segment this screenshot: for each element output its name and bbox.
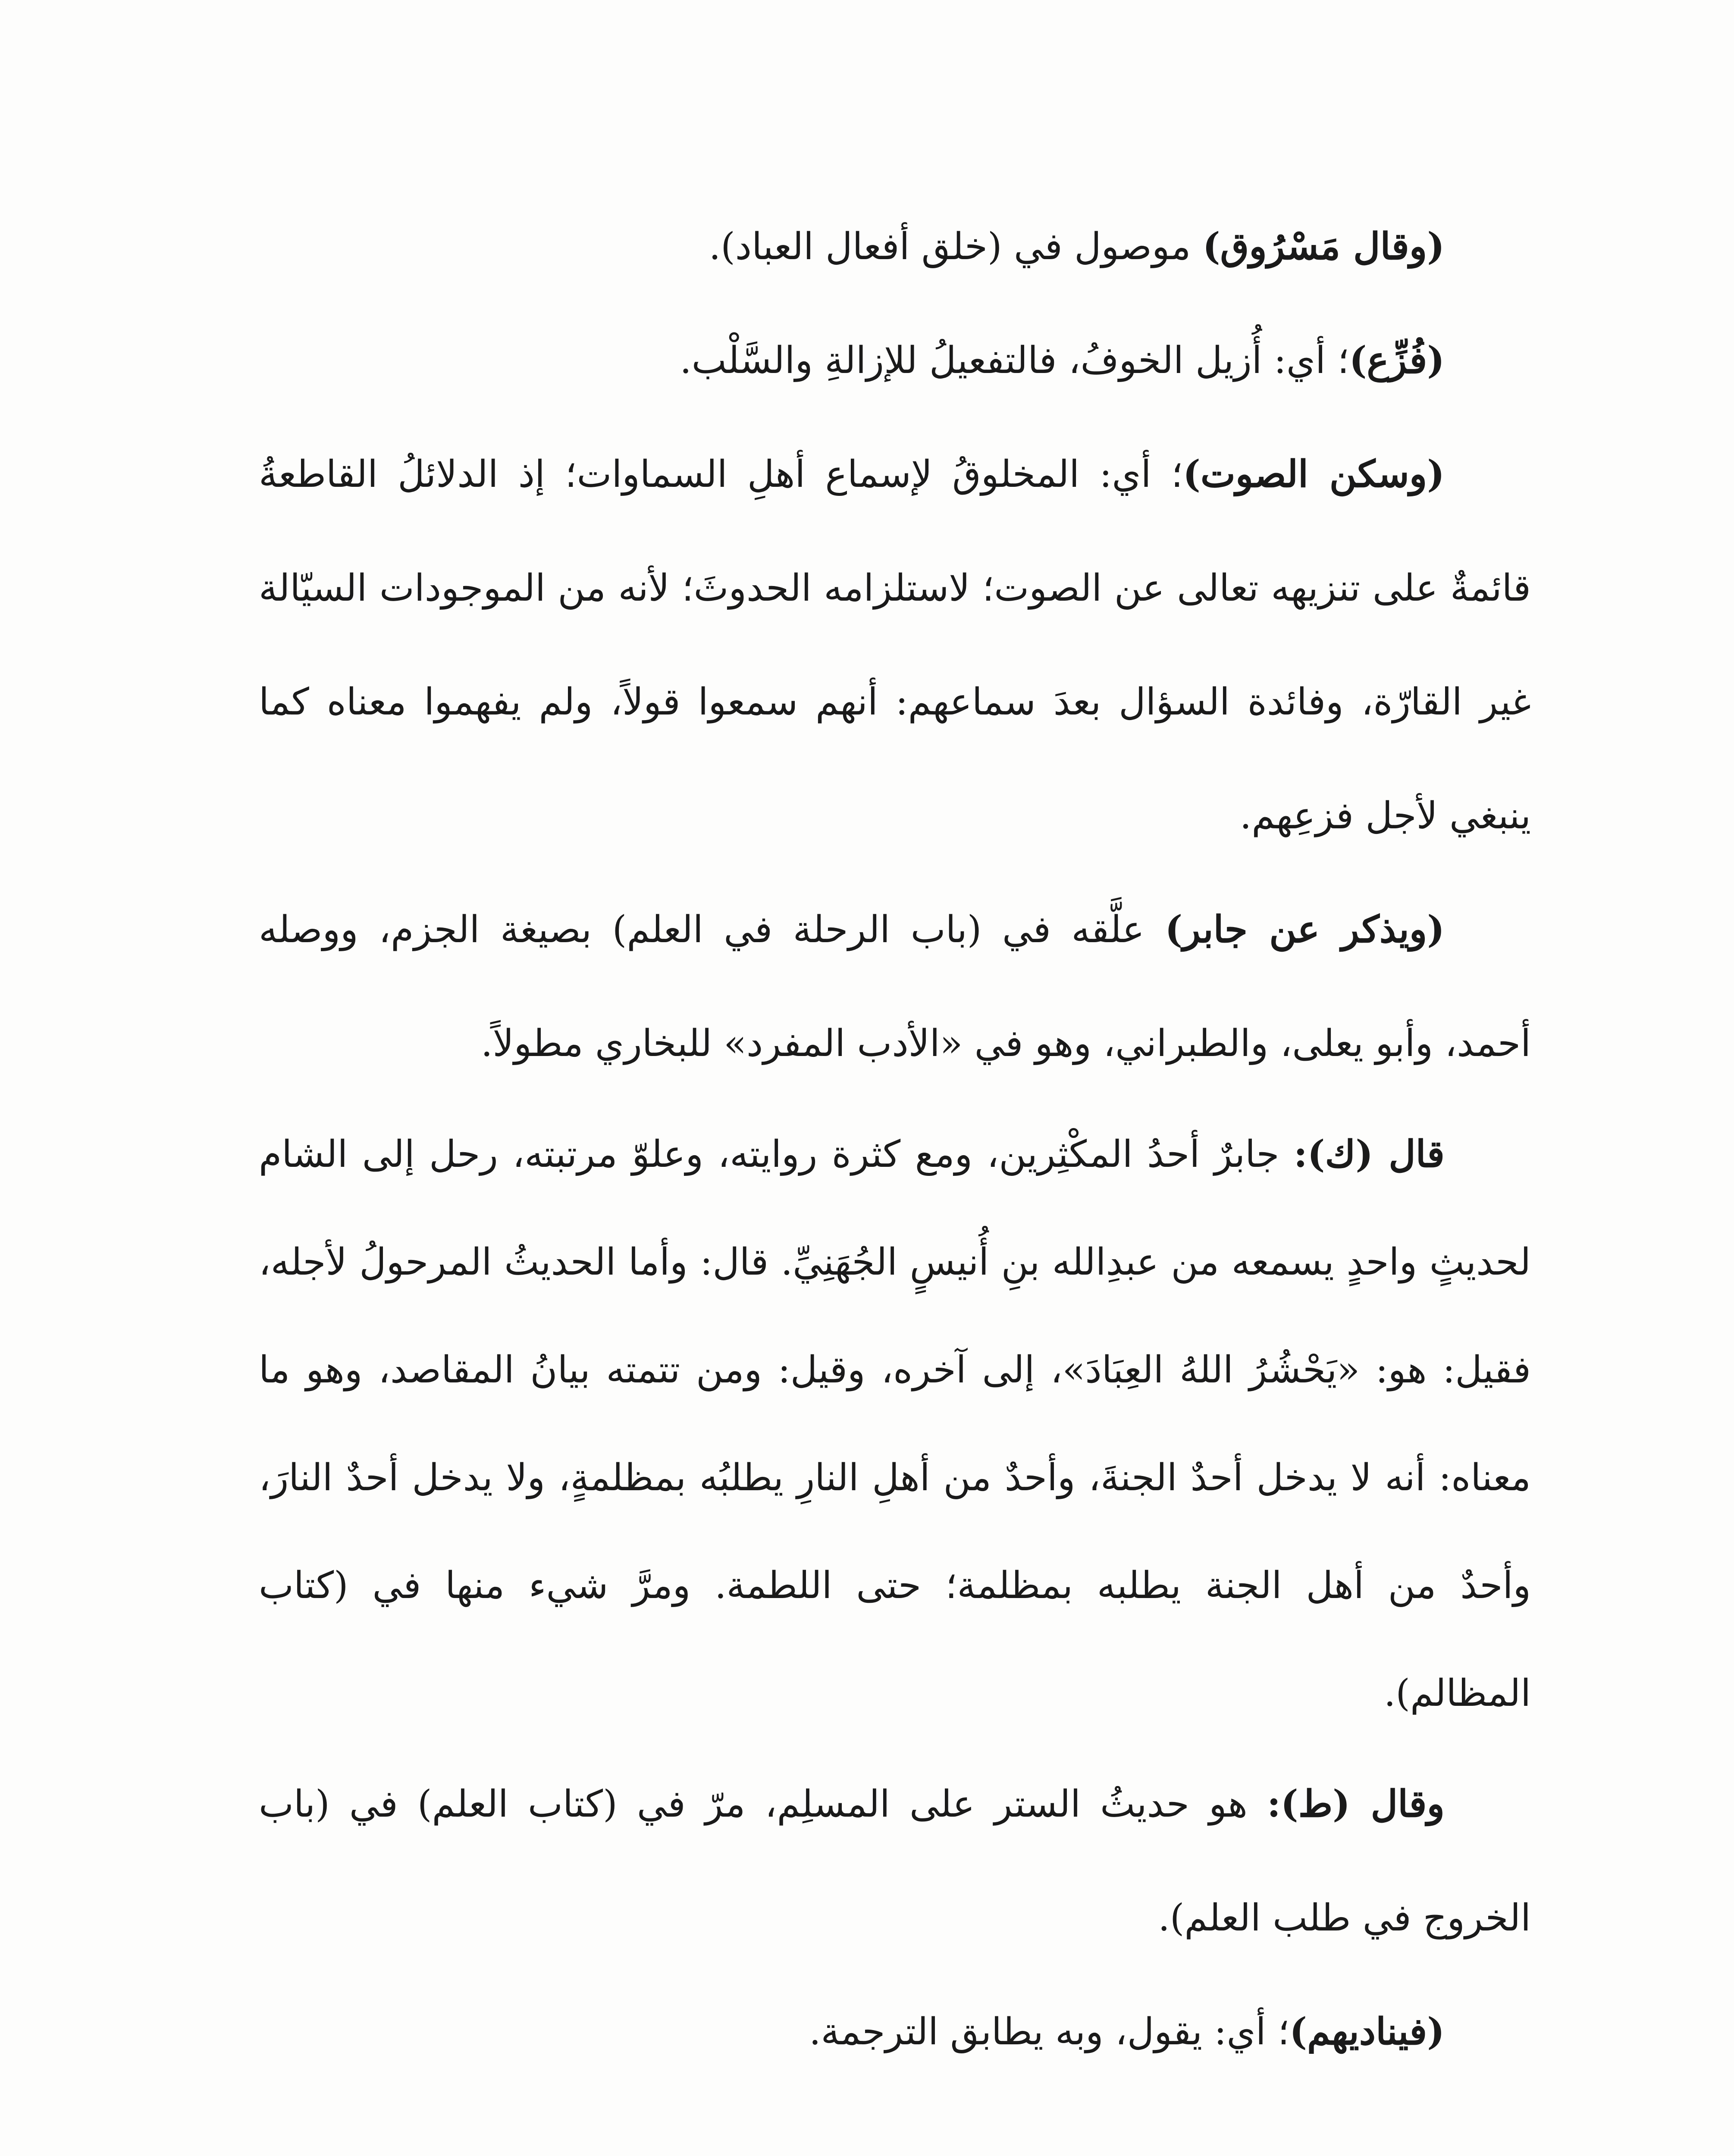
paragraph-6-body: هو حديثُ الستر على المسلِم، مرّ في (كتاب العلم) في (باب الخروج في طلب العلم). bbox=[259, 1783, 1531, 1940]
paragraph-6-lead: وقال (ط): bbox=[1267, 1782, 1445, 1826]
paragraph-5 bbox=[259, 1100, 1531, 1747]
paragraph-1 bbox=[259, 190, 1531, 304]
paragraph-1-body: موصول في (خلق أفعال العباد). bbox=[709, 225, 1203, 268]
paragraph-7-body: ؛ أي: يقول، وبه يطابق الترجمة. bbox=[809, 2010, 1290, 2053]
paragraph-4 bbox=[259, 873, 1531, 1100]
paragraph-2-lead: (فُزِّع) bbox=[1349, 338, 1445, 382]
paragraph-7 bbox=[259, 1975, 1531, 2089]
paragraph-7-lead: (فيناديهم) bbox=[1289, 2010, 1445, 2053]
main-text bbox=[259, 190, 1531, 2089]
paragraph-1-lead: (وقال مَسْرُوق) bbox=[1202, 225, 1445, 268]
paragraph-2-body: ؛ أي: أُزيل الخوفُ، فالتفعيلُ للإزالةِ والسَّلْب. bbox=[680, 339, 1349, 382]
paragraph-3-body: ؛ أي: المخلوقُ لإسماع أهلِ السماوات؛ إذ الدلائلُ القاطعةُ قائمةٌ على تنزيهه تعالى عن الصوت؛ لاستلزامه الحدوثَ؛ لأنه من الموجودات السيّالة غير القارّة، وفائدة السؤال بعدَ سماعهم: أنهم سمعوا قولاً، ولم يفهموا معناه كما ينبغي لأجل فزعِهم. bbox=[259, 453, 1531, 837]
paragraph-4-lead: (ويذكر عن جابر) bbox=[1165, 908, 1445, 951]
paragraph-3 bbox=[259, 417, 1531, 873]
paragraph-4-body: علَّقه في (باب الرحلة في العلم) بصيغة الجزم، ووصله أحمد، وأبو يعلى، والطبراني، وهو في «الأدب المفرد» للبخاري مطولاً. bbox=[259, 908, 1531, 1065]
paragraph-3-lead: (وسكن الصوت) bbox=[1183, 452, 1445, 496]
paragraph-2 bbox=[259, 304, 1531, 417]
paragraph-6 bbox=[259, 1747, 1531, 1975]
paragraph-5-body: جابرٌ أحدُ المكْثِرين، ومع كثرة روايته، وعلوّ مرتبته، رحل إلى الشام لحديثٍ واحدٍ يسمعه من عبدِالله بنِ أُنيسٍ الجُهَنِيِّ. قال: وأما الحديثُ المرحولُ لأجله، فقيل: هو: «يَحْشُرُ اللهُ العِبَادَ»، إلى آخره، وقيل: ومن تتمته بيانُ المقاصد، وهو ما معناه: أنه لا يدخل أحدٌ الجنةَ، وأحدٌ من أهلِ النارِ يطلبُه بمظلمةٍ، ولا يدخل أحدٌ النارَ، وأحدٌ من أهل الجنة يطلبه بمظلمة؛ حتى اللطمة. ومرَّ شيء منها في (كتاب المظالم). bbox=[259, 1133, 1531, 1715]
paragraph-5-lead: قال (ك): bbox=[1294, 1132, 1445, 1176]
